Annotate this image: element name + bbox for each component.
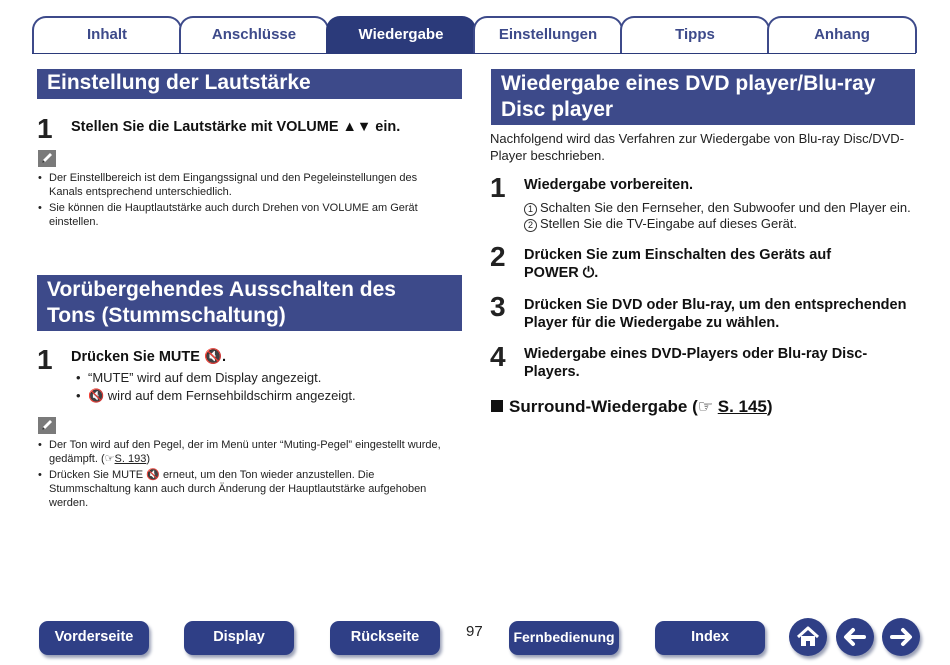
nav-button-fernbedienung[interactable]: Fernbedienung [509, 621, 619, 655]
substep-text: Stellen Sie die TV-Eingabe auf dieses Gerät. [540, 216, 798, 231]
page-reference-link[interactable]: S. 145 [717, 397, 767, 416]
substep-item [524, 200, 914, 216]
step-text-mute: Drücken Sie MUTE 🔇. [71, 349, 227, 365]
nav-button-vorderseite[interactable]: Vorderseite [39, 621, 149, 655]
tab-inhalt[interactable]: Inhalt [32, 16, 182, 53]
nav-button-rueckseite[interactable]: Rückseite [330, 621, 440, 655]
notes-volume [38, 171, 438, 231]
note-item: • Der Ton wird auf den Pegel, der im Menü unter “Muting-Pegel” eingestellt wurde, gedämpft. (☞S. 193) [38, 438, 458, 466]
step-text-volume: Stellen Sie die Lautstärke mit VOLUME ▲▼ ein. [71, 119, 401, 135]
step-number: 2 [490, 241, 506, 272]
tab-anhang[interactable]: Anhang [767, 16, 917, 53]
section-title-line: Tons (Stummschaltung) [47, 304, 286, 327]
page-reference-link[interactable]: S. 193 [114, 453, 147, 465]
reference-hand-icon: ☞ [697, 397, 713, 416]
tab-tipps[interactable]: Tipps [620, 16, 770, 53]
section-title-volume: Einstellung der Lautstärke [37, 69, 462, 99]
nav-button-index[interactable]: Index [655, 621, 765, 655]
tab-bar [32, 16, 916, 54]
section-title-line: Vorübergehendes Ausschalten des [47, 278, 396, 301]
list-item: • 🔇 wird auf dem Fernsehbildschirm angezeigt. [76, 387, 456, 405]
step-number: 4 [490, 341, 506, 372]
surround-heading: Surround-Wiedergabe (☞ S. 145) [491, 397, 773, 417]
tab-anschluesse[interactable]: Anschlüsse [179, 16, 329, 53]
surround-label: Surround-Wiedergabe [509, 397, 688, 416]
section-title-dvd [491, 69, 915, 125]
section-title-mute [37, 275, 462, 331]
substep-text: Schalten Sie den Fernseher, den Subwoofer und den Player ein. [540, 200, 911, 215]
square-bullet-icon [491, 400, 503, 412]
substep-list [524, 200, 914, 232]
tab-einstellungen[interactable]: Einstellungen [473, 16, 623, 53]
step-text: Drücken Sie DVD oder Blu-ray, um den entsprechenden Player für die Wiedergabe zu wählen. [524, 297, 907, 331]
step-text: Wiedergabe vorbereiten. [524, 177, 694, 193]
back-arrow-icon[interactable] [836, 618, 874, 656]
forward-arrow-icon[interactable] [882, 618, 920, 656]
reference-hand-icon: ☞ [104, 453, 115, 465]
note-pencil-icon [38, 150, 56, 167]
page-number: 97 [466, 623, 483, 640]
note-item: • Sie können die Hauptlautstärke auch durch Drehen von VOLUME am Gerät einstellen. [38, 201, 438, 229]
substep-item [524, 216, 914, 232]
note-pencil-icon [38, 417, 56, 434]
circled-number: 1 [524, 203, 537, 216]
tab-wiedergabe[interactable]: Wiedergabe [326, 16, 476, 53]
step-number: 1 [490, 172, 506, 203]
section-title-line: Wiedergabe eines DVD player/Blu-ray [501, 72, 876, 95]
circled-number: 2 [524, 219, 537, 232]
note-item: • Drücken Sie MUTE 🔇 erneut, um den Ton wieder anzustellen. Die Stummschaltung kann auch durch Änderung der Hauptlautstärke aufgehoben werden. [38, 468, 458, 510]
note-text: Der Ton wird auf den Pegel, der im Menü unter “Muting-Pegel” eingestellt wurde, gedämpft. [49, 439, 441, 465]
home-icon[interactable] [789, 618, 827, 656]
step-text: Drücken Sie zum Einschalten des Geräts auf POWER ⏻. [524, 247, 832, 281]
notes-mute [38, 438, 458, 512]
step-number: 1 [37, 344, 53, 375]
mute-step-bullets [76, 369, 456, 405]
list-item: • “MUTE” wird auf dem Display angezeigt. [76, 369, 456, 387]
intro-paragraph: Nachfolgend wird das Verfahren zur Wiedergabe von Blu-ray Disc/DVD-Player beschrieben. [490, 131, 905, 163]
nav-button-display[interactable]: Display [184, 621, 294, 655]
note-item: • Der Einstellbereich ist dem Eingangssignal und den Pegeleinstellungen des Kanals entsprechend unterschiedlich. [38, 171, 438, 199]
step-number: 1 [37, 113, 53, 144]
section-title-line: Disc player [501, 98, 614, 121]
step-number: 3 [490, 291, 506, 322]
step-text: Wiedergabe eines DVD-Players oder Blu-ray Disc-Players. [524, 346, 868, 380]
